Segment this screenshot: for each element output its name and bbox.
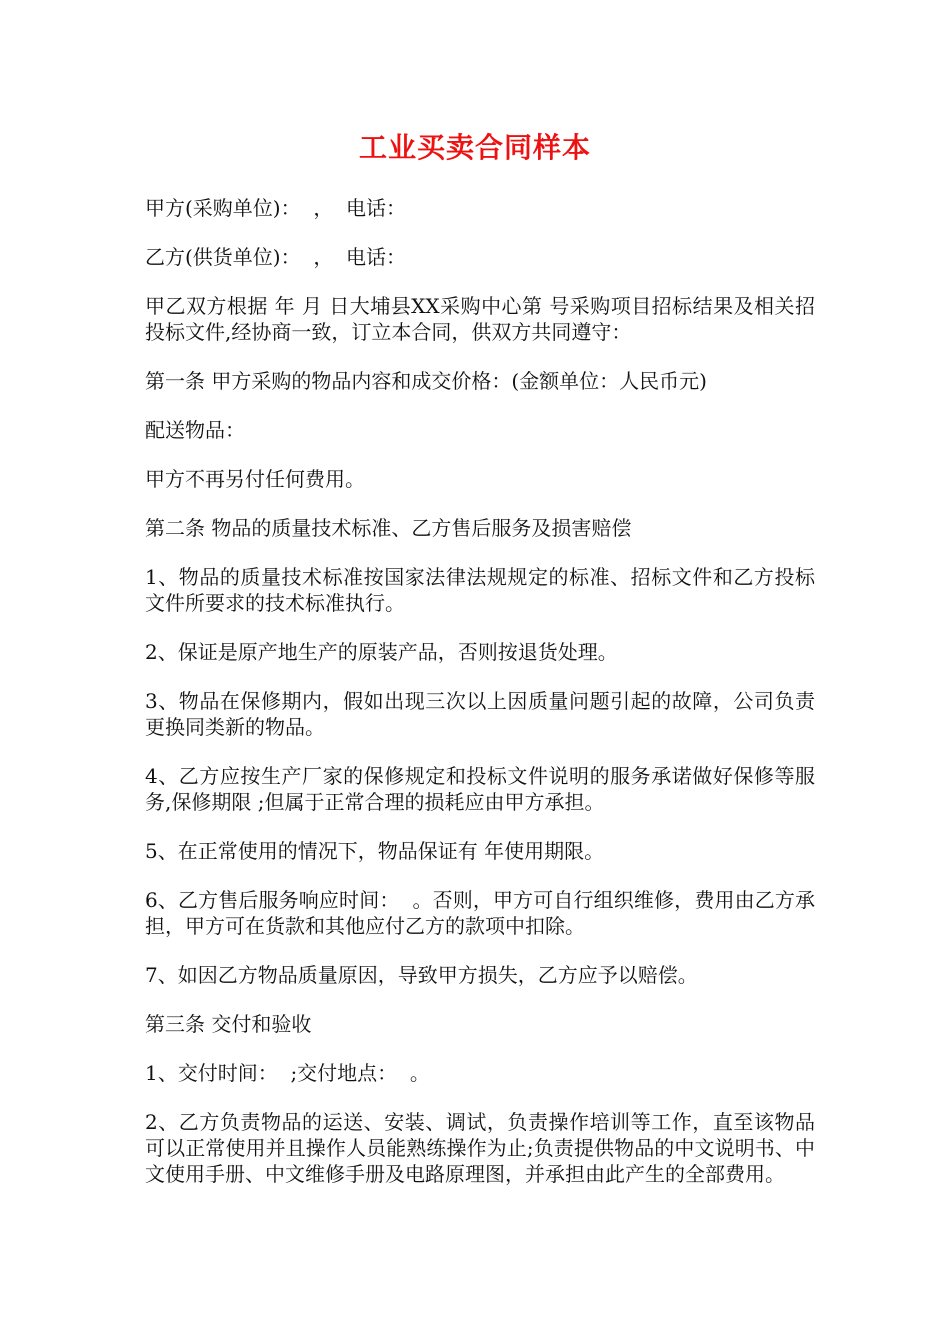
clause-3-1: 1、交付时间： ;交付地点： 。 xyxy=(145,1061,430,1085)
document-body xyxy=(145,195,815,1210)
clause-2-5: 5、在正常使用的情况下，物品保证有 年使用期限。 xyxy=(145,839,605,863)
article-2-heading: 第二条 物品的质量技术标准、乙方售后服务及损害赔偿 xyxy=(145,516,632,540)
clause-2-3: 3、物品在保修期内，假如出现三次以上因质量问题引起的故障，公司负责更换同类新的物品。 xyxy=(145,689,815,739)
article-1-heading: 第一条 甲方采购的物品内容和成交价格：(金额单位：人民币元) xyxy=(145,369,707,393)
preamble-paragraph: 甲乙双方根据 年 月 日大埔县XX采购中心第 号采购项目招标结果及相关招投标文件,经协商一致，订立本合同，供双方共同遵守： xyxy=(145,294,815,344)
clause-3-2: 2、乙方负责物品的运送、安装、调试，负责操作培训等工作，直至该物品可以正常使用并且操作人员能熟练操作为止;负责提供物品的中文说明书、中文使用手册、中文维修手册及电路原理图，并承担由此产生的全部费用。 xyxy=(145,1110,815,1186)
no-extra-fee-paragraph: 甲方不再另付任何费用。 xyxy=(145,467,365,491)
clause-2-2: 2、保证是原产地生产的原装产品，否则按退货处理。 xyxy=(145,640,618,664)
clause-2-7: 7、如因乙方物品质量原因，导致甲方损失，乙方应予以赔偿。 xyxy=(145,963,698,987)
clause-2-6: 6、乙方售后服务响应时间： 。否则，甲方可自行组织维修，费用由乙方承担，甲方可在货款和其他应付乙方的款项中扣除。 xyxy=(145,888,815,938)
delivery-items-paragraph: 配送物品： xyxy=(145,418,245,442)
clause-2-1: 1、物品的质量技术标准按国家法律法规规定的标准、招标文件和乙方投标文件所要求的技术标准执行。 xyxy=(145,565,815,615)
party-b-line: 乙方(供货单位)： ， 电话： xyxy=(145,245,407,269)
clause-2-4: 4、乙方应按生产厂家的保修规定和投标文件说明的服务承诺做好保修等服务,保修期限 ;但属于正常合理的损耗应由甲方承担。 xyxy=(145,764,815,814)
article-3-heading: 第三条 交付和验收 xyxy=(145,1012,312,1036)
party-a-line: 甲方(采购单位)： ， 电话： xyxy=(145,196,407,220)
document-title: 工业买卖合同样本 xyxy=(358,131,591,164)
